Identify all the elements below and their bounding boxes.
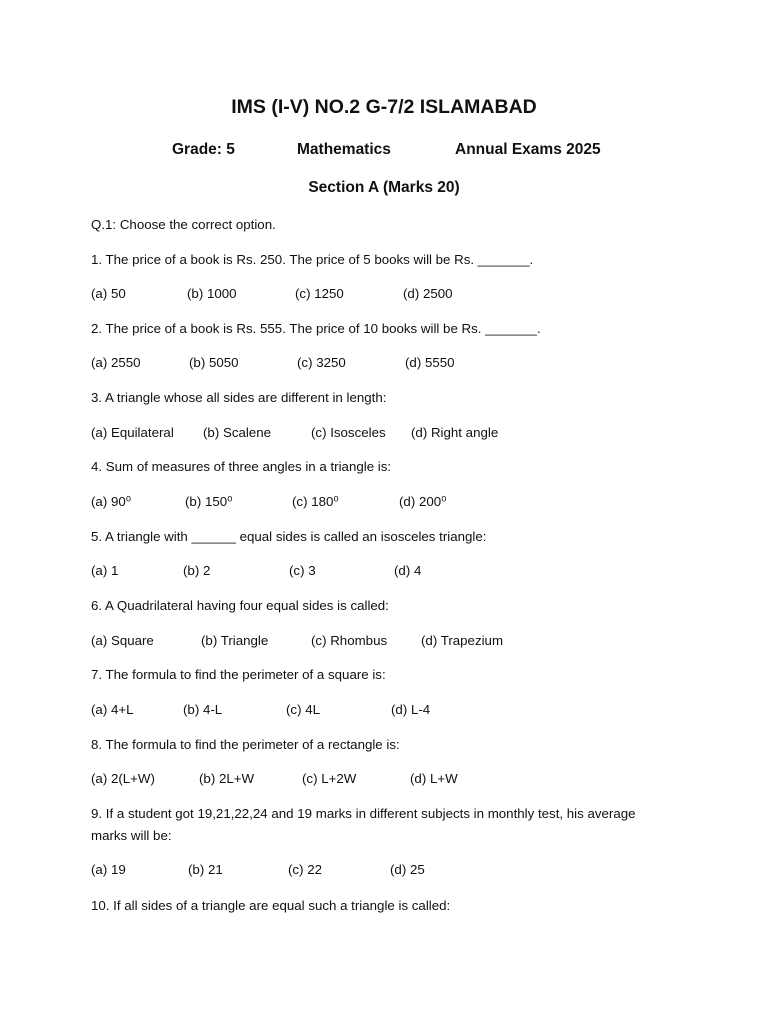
option-b: (b) 2: [183, 563, 211, 578]
question-text: 6. A Quadrilateral having four equal sides is called:: [91, 598, 389, 613]
subject-label: Mathematics: [297, 141, 391, 158]
option-b: (b) 5050: [189, 355, 239, 370]
option-a: (a) 2550: [91, 355, 141, 370]
option-d: (d) 25: [390, 862, 425, 877]
option-b: (b) 1000: [187, 286, 237, 301]
option-c: (c) Isosceles: [311, 425, 386, 440]
question-text: 1. The price of a book is Rs. 250. The price of 5 books will be Rs. _______.: [91, 252, 534, 267]
question-text: 10. If all sides of a triangle are equal such a triangle is called:: [91, 898, 451, 913]
school-title: IMS (I-V) NO.2 G-7/2 ISLAMABAD: [231, 96, 537, 118]
option-c: (c) 1250: [295, 286, 344, 301]
option-d: (d) 5550: [405, 355, 455, 370]
option-d: (d) 2500: [403, 286, 453, 301]
option-b: (b) 4-L: [183, 702, 223, 717]
question-text: 5. A triangle with ______ equal sides is called an isosceles triangle:: [91, 529, 487, 544]
question-text: 3. A triangle whose all sides are different in length:: [91, 390, 387, 405]
question-text: 8. The formula to find the perimeter of a rectangle is:: [91, 737, 400, 752]
section-heading: Section A (Marks 20): [308, 179, 460, 196]
option-c: (c) 180⁰: [292, 494, 339, 509]
option-d: (d) 200⁰: [399, 494, 447, 509]
question-text: 7. The formula to find the perimeter of a square is:: [91, 667, 386, 682]
option-d: (d) Trapezium: [421, 633, 504, 648]
option-c: (c) 22: [288, 862, 322, 877]
option-a: (a) 50: [91, 286, 126, 301]
option-c: (c) L+2W: [302, 771, 357, 786]
option-c: (c) Rhombus: [311, 633, 388, 648]
option-a: (a) 90⁰: [91, 494, 132, 509]
option-b: (b) 150⁰: [185, 494, 233, 509]
option-b: (b) Triangle: [201, 633, 269, 648]
instruction-text: Q.1: Choose the correct option.: [91, 217, 276, 232]
option-d: (d) 4: [394, 563, 422, 578]
question-text: 2. The price of a book is Rs. 555. The price of 10 books will be Rs. _______.: [91, 321, 541, 336]
question-text: 9. If a student got 19,21,22,24 and 19 marks in different subjects in monthly test, his average marks will be:: [91, 806, 636, 843]
option-a: (a) Square: [91, 633, 154, 648]
option-a: (a) 19: [91, 862, 126, 877]
option-a: (a) 2(L+W): [91, 771, 155, 786]
question-text: 4. Sum of measures of three angles in a triangle is:: [91, 459, 392, 474]
option-c: (c) 3: [289, 563, 316, 578]
option-a: (a) Equilateral: [91, 425, 174, 440]
option-d: (d) Right angle: [411, 425, 499, 440]
option-c: (c) 4L: [286, 702, 320, 717]
option-d: (d) L-4: [391, 702, 431, 717]
option-b: (b) Scalene: [203, 425, 271, 440]
option-b: (b) 2L+W: [199, 771, 255, 786]
option-a: (a) 1: [91, 563, 119, 578]
exam-label: Annual Exams 2025: [455, 141, 601, 158]
grade-label: Grade: 5: [172, 141, 235, 158]
option-b: (b) 21: [188, 862, 223, 877]
option-a: (a) 4+L: [91, 702, 134, 717]
option-c: (c) 3250: [297, 355, 346, 370]
option-d: (d) L+W: [410, 771, 458, 786]
